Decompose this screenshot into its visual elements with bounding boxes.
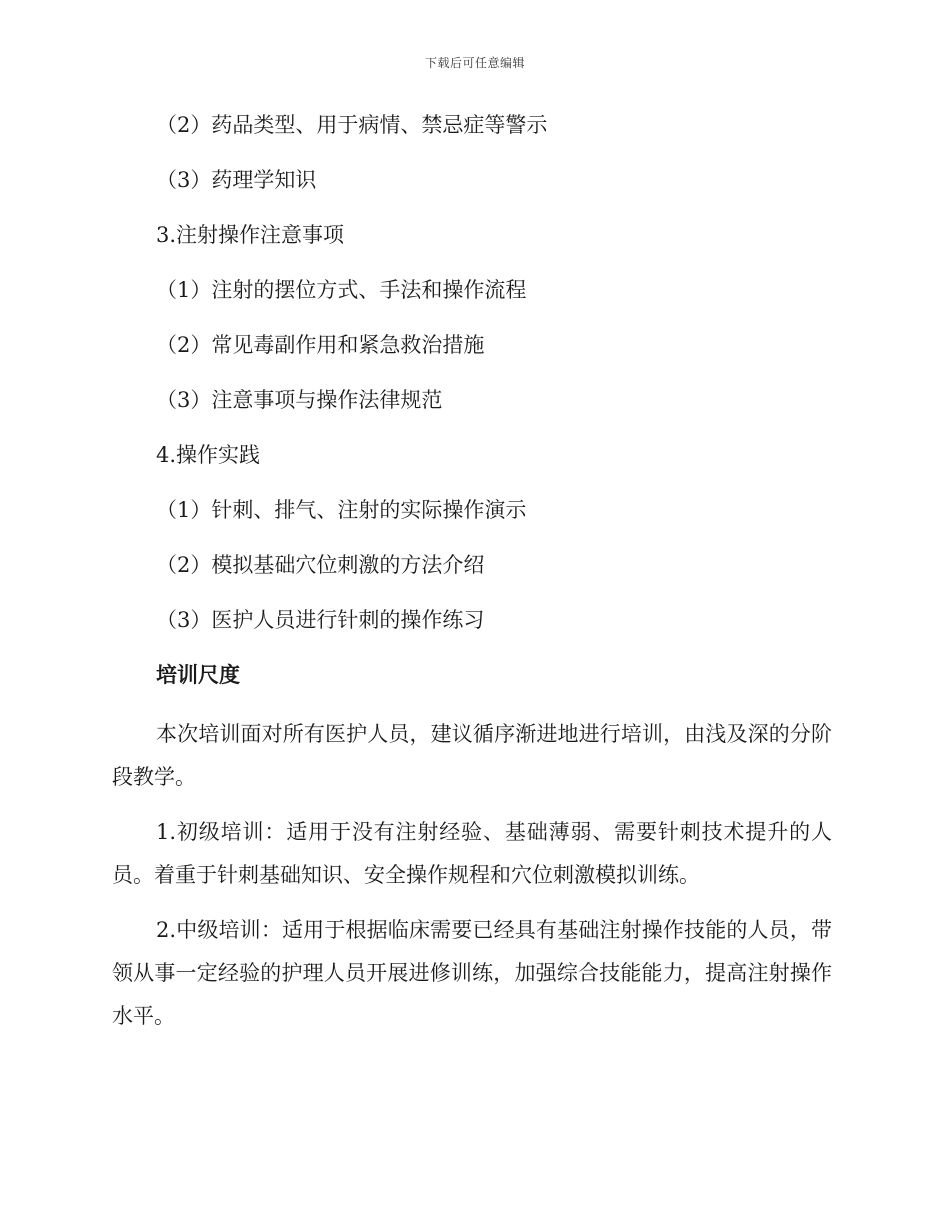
- header-note: 下载后可任意编辑: [424, 56, 525, 70]
- list-item: 4.操作实践: [156, 443, 261, 467]
- list-item: （3）药理学知识: [156, 168, 317, 192]
- list-item: （1）针刺、排气、注射的实际操作演示: [156, 498, 527, 522]
- list-item: （1）注射的摆位方式、手法和操作流程: [156, 278, 527, 302]
- document-body: [112, 108, 832, 1050]
- list-item: （3）注意事项与操作法律规范: [156, 388, 443, 412]
- list-item: （2）常见毒副作用和紧急救治措施: [156, 333, 485, 357]
- list-item: （2）模拟基础穴位刺激的方法介绍: [156, 553, 485, 577]
- paragraph: 本次培训面对所有医护人员，建议循序渐进地进行培训，由浅及深的分阶段教学。: [112, 722, 832, 789]
- list-item: 3.注射操作注意事项: [156, 223, 345, 247]
- paragraph: 2.中级培训：适用于根据临床需要已经具有基础注射操作技能的人员，带领从事一定经验的护理人员开展进修训练，加强综合技能能力，提高注射操作水平。: [112, 918, 832, 1028]
- section-heading: 培训尺度: [156, 662, 240, 687]
- paragraph: 1.初级培训：适用于没有注射经验、基础薄弱、需要针刺技术提升的人员。着重于针刺基础知识、安全操作规程和穴位刺激模拟训练。: [112, 820, 832, 887]
- list-item: （3）医护人员进行针刺的操作练习: [156, 608, 485, 632]
- list-item: （2）药品类型、用于病情、禁忌症等警示: [156, 113, 548, 137]
